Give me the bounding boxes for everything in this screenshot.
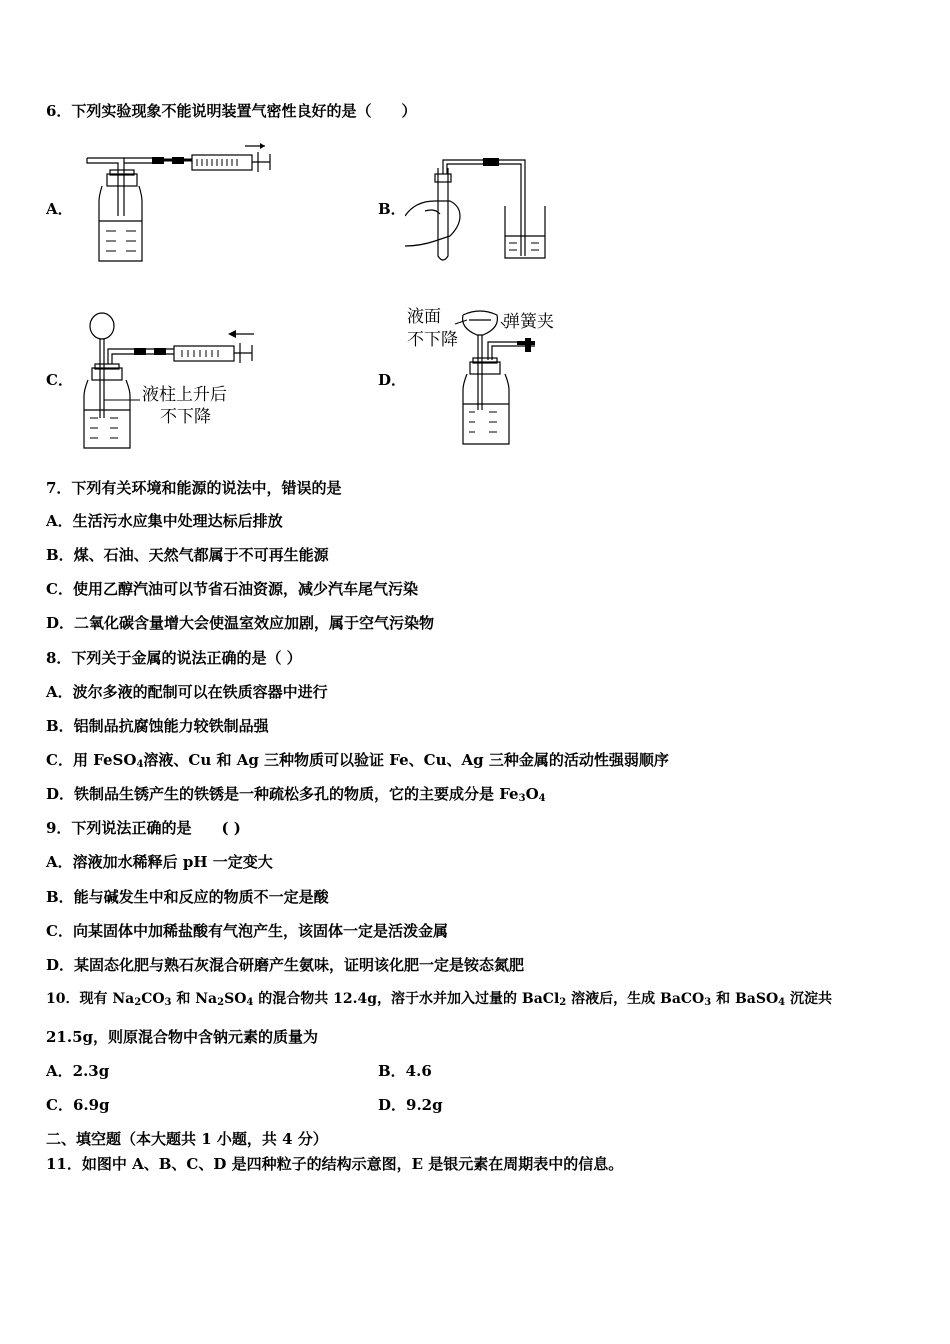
- fig-c-note-1: 液柱上升后: [142, 385, 227, 405]
- q8-stem: 8．下列关于金属的说法正确的是（ ）: [46, 649, 302, 667]
- q8-option-c[interactable]: C．用 FeSO$_4$溶液、Cu 和 Ag 三种物质可以验证 Fe、Cu、Ag 三种金属的活动性强弱顺序: [46, 751, 669, 770]
- q7-option-a[interactable]: A．生活污水应集中处理达标后排放: [46, 512, 283, 530]
- q9-stem: 9．下列说法正确的是 ( ): [46, 819, 241, 837]
- q10-option-d[interactable]: D．9.2g: [378, 1096, 443, 1114]
- q9-option-a[interactable]: A．溶液加水稀释后 pH 一定变大: [46, 853, 273, 871]
- q6-stem: 6．下列实验现象不能说明装置气密性良好的是（ ）: [46, 102, 417, 120]
- q9-option-d[interactable]: D．某固态化肥与熟石灰混合研磨产生氨味，证明该化肥一定是铵态氮肥: [46, 956, 525, 974]
- q10-stem-line1: 10．现有 $Na_2CO_3$ 和 $Na_2SO_4$ 的混合物共 12.4g，溶于水并加入过量的 BaCl$_2$ 溶液后，生成 BaCO$_3$ 和 BaSO$_4$ 沉淀共: [46, 991, 833, 1008]
- q6-label-d[interactable]: D．: [378, 371, 407, 389]
- q9-option-c[interactable]: C．向某固体中加稀盐酸有气泡产生，该固体一定是活泼金属: [46, 922, 448, 940]
- q11-stem: 11．如图中 A、B、C、D 是四种粒子的结构示意图，E 是银元素在周期表中的信息。: [46, 1155, 624, 1173]
- q7-option-d[interactable]: D．二氧化碳含量增大会使温室效应加剧，属于空气污染物: [46, 614, 435, 632]
- fig-d-note-2: 不下降: [407, 330, 458, 350]
- q6-label-a[interactable]: A．: [46, 200, 73, 218]
- section-title: 二、填空题（本大题共 1 小题，共 4 分）: [46, 1130, 328, 1148]
- q7-option-c[interactable]: C．使用乙醇汽油可以节省石油资源，减少汽车尾气污染: [46, 580, 418, 598]
- q8-option-a[interactable]: A．波尔多液的配制可以在铁质容器中进行: [46, 683, 328, 701]
- figure-d-funnel-clamp: [405, 300, 565, 450]
- q7-stem: 7．下列有关环境和能源的说法中，错误的是: [46, 479, 342, 497]
- q10-stem-line2: 21.5g，则原混合物中含钠元素的质量为: [46, 1028, 319, 1046]
- fig-c-note-2: 不下降: [160, 407, 211, 427]
- fig-d-note-1: 液面: [407, 307, 441, 327]
- q6-label-b[interactable]: B．: [378, 200, 406, 218]
- fig-d-note-3: 弹簧夹: [503, 312, 554, 332]
- q8-option-d[interactable]: D．铁制品生锈产生的铁锈是一种疏松多孔的物质，它的主要成分是 $Fe_3O_4$: [46, 785, 546, 804]
- figure-a-syringe-bottle: [82, 136, 282, 266]
- q10-option-b[interactable]: B．4.6: [378, 1062, 432, 1080]
- figure-b-hand-test-tube: [405, 146, 555, 266]
- q8-option-b[interactable]: B．铝制品抗腐蚀能力较铁制品强: [46, 717, 269, 735]
- q9-option-b[interactable]: B．能与碱发生中和反应的物质不一定是酸: [46, 888, 329, 906]
- q6-label-c[interactable]: C．: [46, 371, 73, 389]
- figure-c-funnel-syringe: [74, 306, 274, 454]
- q10-option-a[interactable]: A．2.3g: [46, 1062, 110, 1080]
- q7-option-b[interactable]: B．煤、石油、天然气都属于不可再生能源: [46, 546, 329, 564]
- q10-option-c[interactable]: C．6.9g: [46, 1096, 110, 1114]
